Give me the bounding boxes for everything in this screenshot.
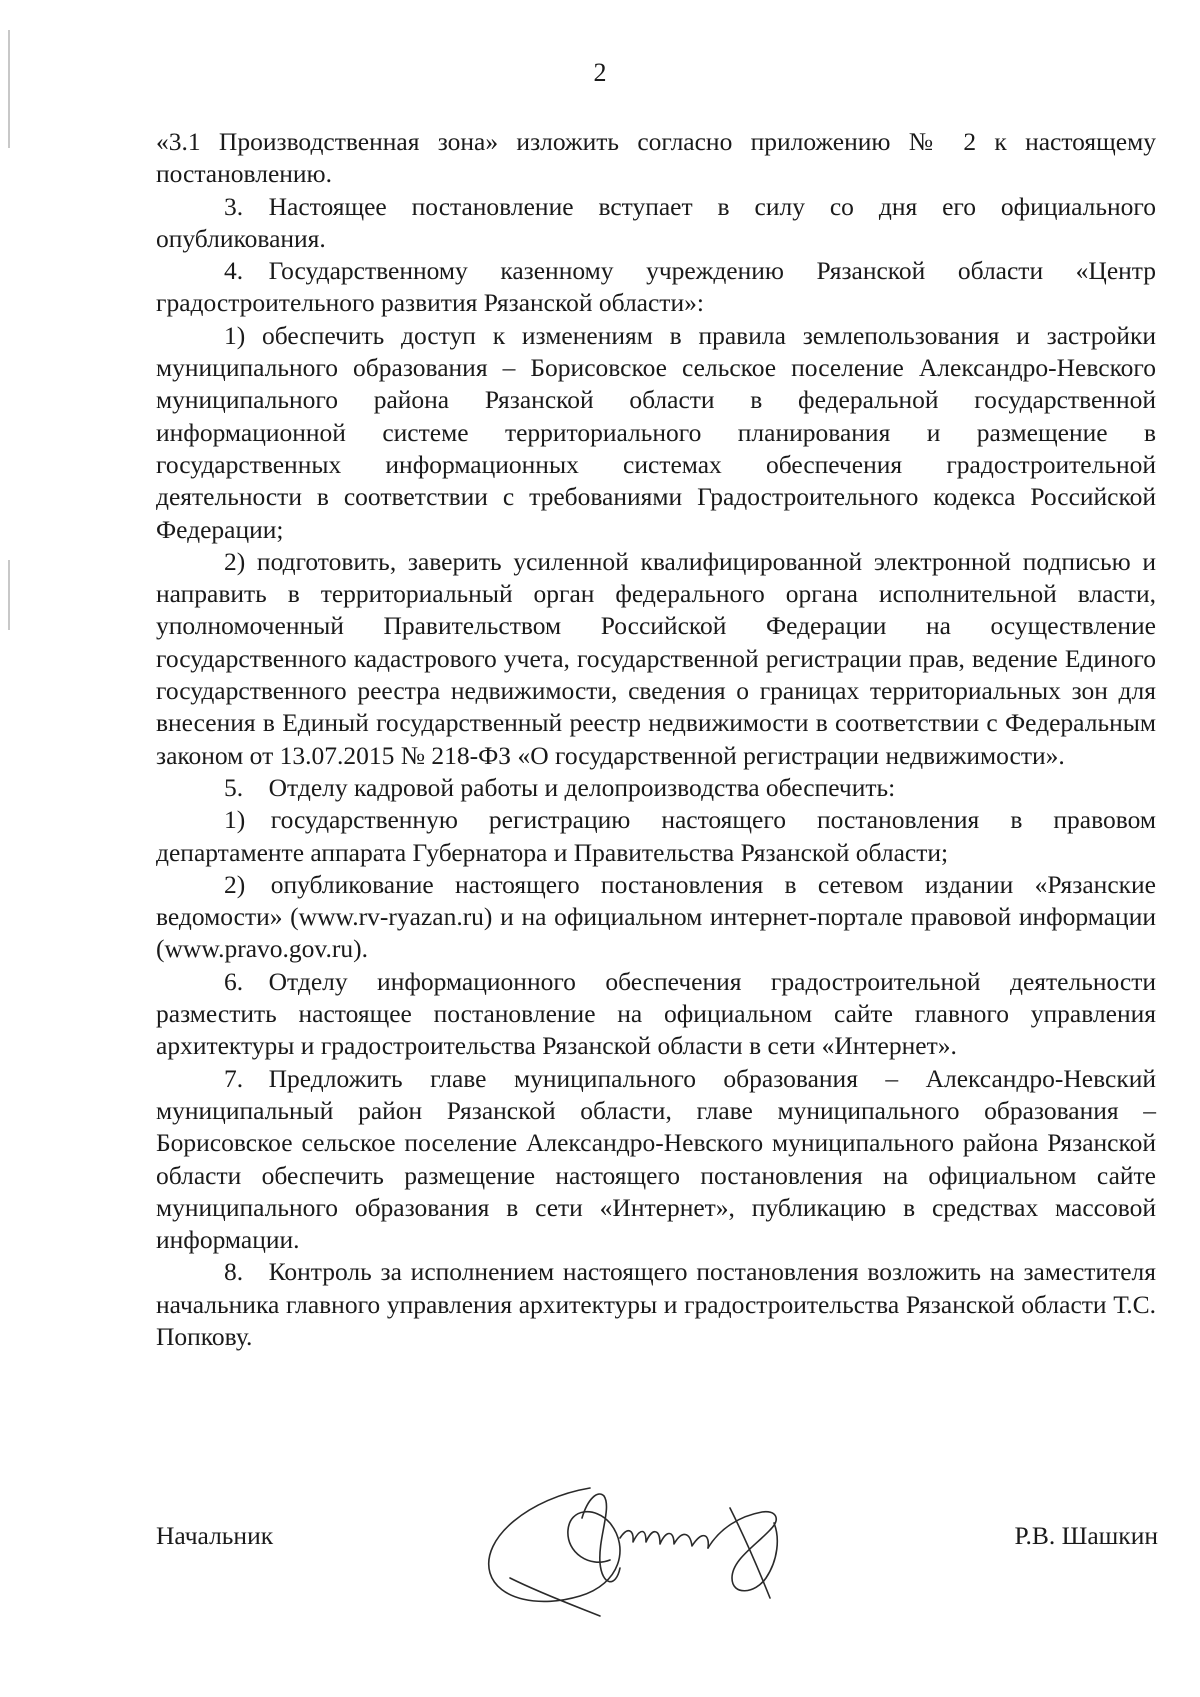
paragraph-zone-reference: «3.1 Производственная зона» изложить согласно приложению № 2 к настоящему постановлению. — [156, 127, 1156, 189]
paragraph-5-item-2: 2) опубликование настоящего постановления в сетевом издании «Рязанские ведомости» (www.rv-ryazan.ru) и на официальном интернет-портале правовой информации (www.pravo.gov.ru). — [156, 869, 1156, 964]
scan-edge-mark — [8, 560, 10, 630]
paragraph-4: 4. Государственному казенному учреждению Рязанской области «Центр градостроительного развития Рязанской области»: — [156, 256, 1156, 318]
paragraph-5-item-1: 1) государственную регистрацию настоящего постановления в правовом департаменте аппарата Губернатора и Правительства Рязанской области; — [156, 805, 1156, 867]
paragraph-3: 3. Настоящее постановление вступает в силу со дня его официального опубликования. — [156, 191, 1156, 253]
paragraph-4-item-2: 2) подготовить, заверить усиленной квалифицированной электронной подписью и направить в территориальный орган федерального органа исполнительной власти, уполномоченный Правительством Российской Федерации на осуществление государственного кадастрового учета, государственной регистрации прав, ведение Единого государственного реестра недвижимости, сведения о границах территориальных зон для внесения в Единый государственный реестр недвижимости в соответствии с Федеральным законом от 13.07.2015 № 218-ФЗ «О государственной регистрации недвижимости». — [156, 546, 1156, 770]
scan-edge-mark — [8, 30, 10, 148]
paragraph-8: 8. Контроль за исполнением настоящего постановления возложить на заместителя начальника главного управления архитектуры и градостроительства Рязанской области Т.С. Попкову. — [156, 1257, 1156, 1351]
document-body — [156, 126, 1156, 1353]
paragraph-5: 5. Отделу кадровой работы и делопроизводства обеспечить: — [224, 772, 896, 802]
paragraph-4-item-1: 1) обеспечить доступ к изменениям в правила землепользования и застройки муниципального образования – Борисовское сельское поселение Александро-Невского муниципального района Рязанской области в федеральной государственной информационной системе территориального планирования и размещение в государственных информационных системах обеспечения градостроительной деятельности в соответствии с требованиями Градостроительного кодекса Российской Федерации; — [156, 320, 1156, 544]
handwritten-signature — [470, 1468, 830, 1618]
signatory-name: Р.В. Шашкин — [1014, 1521, 1158, 1550]
page-number: 2 — [593, 58, 607, 87]
signatory-position: Начальник — [156, 1521, 274, 1550]
paragraph-7: 7. Предложить главе муниципального образования – Александро-Невский муниципальный район Рязанской области, главе муниципального образования – Борисовское сельское поселение Александро-Невского муниципального района Рязанской области обеспечить размещение настоящего постановления на официальном сайте муниципального образования в сети «Интернет», публикацию в средствах массовой информации. — [156, 1063, 1156, 1255]
paragraph-6: 6. Отделу информационного обеспечения градостроительной деятельности разместить настоящее постановление на официальном сайте главного управления архитектуры и градостроительства Рязанской области в сети «Интернет». — [156, 966, 1156, 1061]
